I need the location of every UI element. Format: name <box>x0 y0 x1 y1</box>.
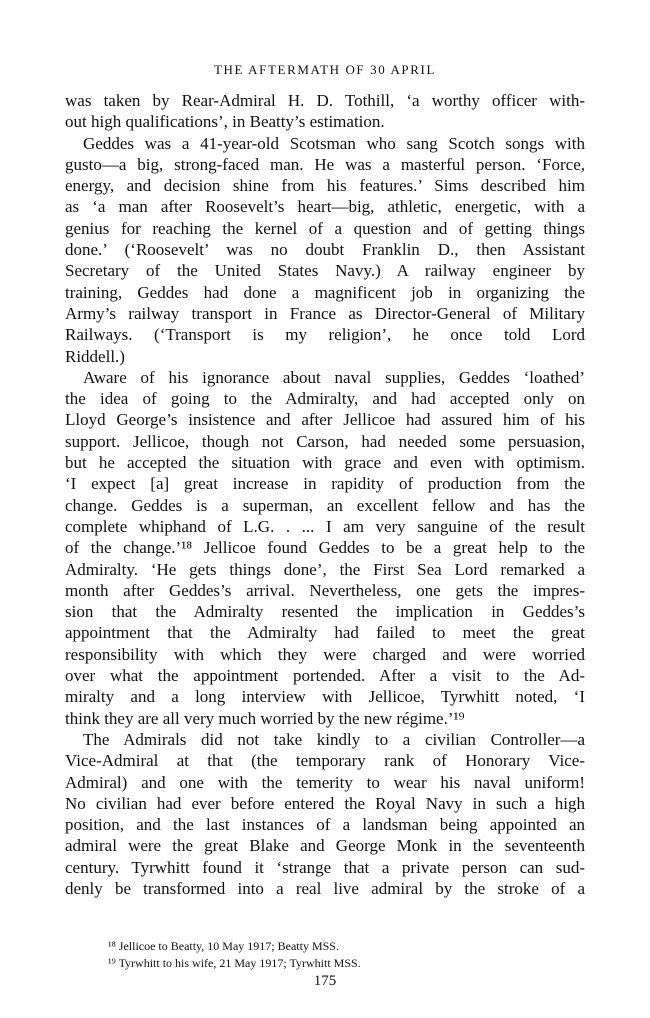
footnote-19: ¹⁹ Tyrwhitt to his wife, 21 May 1917; Tyrwhitt MSS. <box>108 956 361 970</box>
text-line: training, Geddes had done a magnificent job in organizing the <box>65 282 585 302</box>
text-line: Secretary of the United States Navy.) A railway engineer by <box>65 261 585 281</box>
text-line: energy, and decision shine from his features.’ Sims described him <box>65 176 585 196</box>
text-line: support. Jellicoe, though not Carson, had needed some persuasion, <box>65 431 585 451</box>
text-line: Vice-Admiral at that (the temporary rank of Honorary Vice- <box>65 751 585 771</box>
text-line: over what the appointment portended. After a visit to the Ad- <box>65 666 585 686</box>
text-line: Aware of his ignorance about naval supplies, Geddes ‘loathed’ <box>83 367 585 387</box>
text-line: done.’ (‘Roosevelt’ was no doubt Franklin D., then Assistant <box>65 240 585 260</box>
text-line: sion that the Admiralty resented the implication in Geddes’s <box>65 602 585 622</box>
text-line: but he accepted the situation with grace and even with optimism. <box>65 453 585 473</box>
text-line: complete whiphand of L.G. . ... I am very sanguine of the result <box>65 516 585 536</box>
text-line: miralty and a long interview with Jellicoe, Tyrwhitt noted, ‘I <box>65 687 585 707</box>
text-line: the idea of going to the Admiralty, and had accepted only on <box>65 389 585 409</box>
body-paragraphs <box>65 90 585 899</box>
text-line: Railways. (‘Transport is my religion’, he once told Lord <box>65 325 585 345</box>
text-line: The Admirals did not take kindly to a civilian Controller—a <box>83 729 585 749</box>
text-line: Geddes was a 41-year-old Scotsman who sang Scotch songs with <box>83 133 585 153</box>
text-line: century. Tyrwhitt found it ‘strange that a private person can sud- <box>65 857 585 877</box>
page-number: 175 <box>313 973 337 989</box>
text-line: Army’s railway transport in France as Director-General of Military <box>65 303 585 323</box>
body-text <box>65 90 585 899</box>
text-line: No civilian had ever before entered the Royal Navy in such a high <box>65 793 585 813</box>
text-line: Admiral) and one with the temerity to wear his naval uniform! <box>65 772 585 792</box>
text-line: position, and the last instances of a landsman being appointed an <box>65 815 585 835</box>
text-line: Lloyd George’s insistence and after Jellicoe had assured him of his <box>65 410 585 430</box>
text-line: denly be transformed into a real live admiral by the stroke of a <box>65 878 585 898</box>
text-line: admiral were the great Blake and George Monk in the seventeenth <box>65 836 585 856</box>
text-line: genius for reaching the kernel of a question and of getting things <box>65 218 585 238</box>
text-line: as ‘a man after Roosevelt’s heart—big, athletic, energetic, with a <box>65 197 585 217</box>
text-line: responsibility with which they were charged and were worried <box>65 644 585 664</box>
text-line: gusto—a big, strong-faced man. He was a masterful person. ‘Force, <box>65 154 585 174</box>
footnote-18: ¹⁸ Jellicoe to Beatty, 10 May 1917; Beatty MSS. <box>108 939 339 953</box>
text-line: change. Geddes is a superman, an excellent fellow and has the <box>65 495 585 515</box>
text-line: ‘I expect [a] great increase in rapidity of production from the <box>65 474 585 494</box>
text-line: think they are all very much worried by the new régime.’¹⁹ <box>65 708 465 728</box>
text-line: of the change.’¹⁸ Jellicoe found Geddes to be a great help to the <box>65 538 585 558</box>
text-line: out high qualifications’, in Beatty’s estimation. <box>65 112 385 132</box>
text-line: appointment that the Admiralty had failed to meet the great <box>65 623 585 643</box>
running-head: THE AFTERMATH OF 30 APRIL <box>213 62 437 77</box>
text-line: month after Geddes’s arrival. Nevertheless, one gets the impres- <box>65 580 585 600</box>
footnotes <box>108 938 588 972</box>
text-line: was taken by Rear-Admiral H. D. Tothill, ‘a worthy officer with- <box>65 91 585 110</box>
text-line: Riddell.) <box>65 346 125 366</box>
text-line: Admiralty. ‘He gets things done’, the First Sea Lord remarked a <box>65 559 585 579</box>
